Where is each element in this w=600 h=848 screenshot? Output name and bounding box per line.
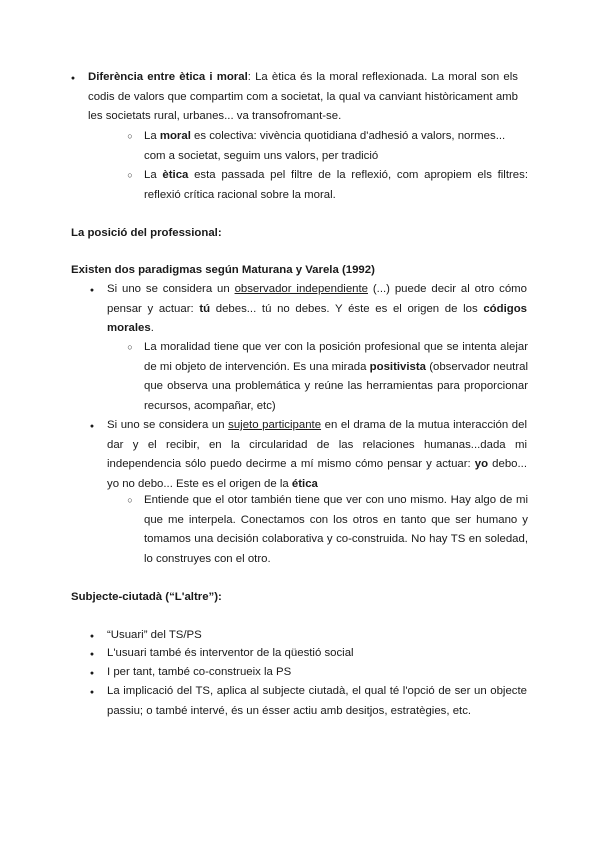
text-suj-pre: Si uno se considera un bbox=[107, 419, 229, 431]
paragraph-otro: Entiende que el otor también tiene que ver con uno mismo. Hay algo de mi que me interpela. Conectamos con los otros en tanto que ser humano y tomamos una decisión colaborativa y co-construida. No hay TS en soledad, lo construyes con el otro. bbox=[144, 494, 528, 565]
list-item bbox=[107, 682, 527, 721]
term-etica-origen: ética bbox=[291, 477, 318, 490]
term-tu: tú bbox=[199, 302, 211, 315]
bullet-circle-icon bbox=[125, 338, 135, 358]
paragraph-etica-moral bbox=[88, 68, 518, 127]
text-moralidad-post: (observador neutral que observa una problemática y reúne las herramientas para proporcionar recursos, acompañar, etc) bbox=[144, 360, 528, 412]
heading-posicio: La posició del professional: bbox=[71, 227, 222, 239]
text-obs-mid2: debes... tú no debes. Y éste es el origen de los bbox=[210, 302, 484, 315]
text-suj-mid: en el drama de la mutua interacción del dar y el recibir, en la circularidad de las relaciones humanas...dada mi independencia sólo puedo decirme a mí mismo cómo pensar y actuar: bbox=[107, 419, 528, 470]
bullet-circle-icon bbox=[125, 166, 135, 186]
text-obs-pre: Si uno se considera un bbox=[107, 283, 235, 295]
paragraph-moralidad bbox=[144, 338, 528, 416]
list-item-text: “Usuari” del TS/PS bbox=[107, 629, 202, 641]
text-etica-moral: : La ètica és la moral reflexionada. La moral son els codis de valors que compartim com a societat, la qual va canviant històricament amb les societats rural, urbanes... va transofromant-se. bbox=[88, 71, 518, 122]
heading-subjecte: Subjecte-ciutadà (“L'altre”): bbox=[71, 591, 222, 603]
text-obs-mid: (...) puede decir al otro cómo pensar y actuar: bbox=[107, 283, 527, 315]
text-etica-pre: La bbox=[144, 169, 163, 181]
term-moral: moral bbox=[159, 130, 191, 142]
term-codigos-morales: códigos morales bbox=[107, 302, 527, 334]
bullet-sujeto bbox=[107, 416, 527, 494]
text-etica: esta passada pel filtre de la reflexió, com apropiem els filtres: reflexió crítica racional sobre la moral. bbox=[144, 169, 528, 201]
paragraph-etica bbox=[144, 166, 528, 205]
bullet-circle-icon bbox=[125, 491, 135, 511]
bullet-dot-icon bbox=[87, 682, 97, 703]
bullet-dot-icon bbox=[87, 644, 97, 665]
subbullet-otro bbox=[144, 491, 528, 569]
bullet-etica-moral bbox=[88, 68, 518, 127]
text-suj-mid2: debo... yo no debo... Este es el origen de la bbox=[107, 458, 527, 490]
term-yo: yo bbox=[474, 458, 489, 470]
heading-paradigmas: Existen dos paradigmas según Maturana y Varela (1992) bbox=[71, 264, 375, 276]
list-item bbox=[107, 644, 527, 664]
term-positivista: positivista bbox=[369, 360, 426, 373]
text-moral: es colectiva: vivència quotidiana d'adhesió a valors, normes... com a societat, seguim uns valors, per tradició bbox=[144, 130, 506, 162]
list-item-text: La implicació del TS, aplica al subjecte ciutadà, el qual té l'opció de ser un objecte passiu; o també intervé, és un ésser actiu amb desitjos, estratègies, etc. bbox=[107, 685, 527, 717]
subbullet-etica bbox=[144, 166, 528, 205]
paragraph-observador bbox=[107, 280, 527, 339]
text-moral-pre: La bbox=[144, 130, 160, 142]
term-sujeto-participante: sujeto participante bbox=[228, 419, 322, 431]
term-etica-moral: Diferència entre ètica i moral bbox=[88, 71, 248, 83]
bullet-dot-icon bbox=[68, 68, 78, 89]
list-item bbox=[107, 626, 527, 646]
paragraph-sujeto bbox=[107, 416, 527, 494]
text-moralidad-pre: La moralidad tiene que ver con la posición profesional que se intenta alejar de mi objeto de intervención. Es una mirada bbox=[144, 341, 528, 373]
subbullet-moralidad bbox=[144, 338, 528, 416]
list-item-text: I per tant, també co-construeix la PS bbox=[107, 666, 292, 678]
term-etica: ètica bbox=[162, 169, 189, 181]
list-item bbox=[107, 663, 527, 683]
paragraph-moral bbox=[144, 127, 528, 166]
bullet-observador bbox=[107, 280, 527, 339]
bullet-dot-icon bbox=[87, 280, 97, 301]
list-item-text: L'usuari també és interventor de la qüestió social bbox=[107, 647, 354, 659]
text-obs-end: . bbox=[150, 322, 154, 334]
bullet-circle-icon bbox=[125, 127, 135, 147]
bullet-dot-icon bbox=[87, 416, 97, 437]
term-observador-independiente: observador independiente bbox=[234, 283, 368, 295]
subbullet-moral bbox=[144, 127, 528, 166]
bullet-dot-icon bbox=[87, 663, 97, 684]
